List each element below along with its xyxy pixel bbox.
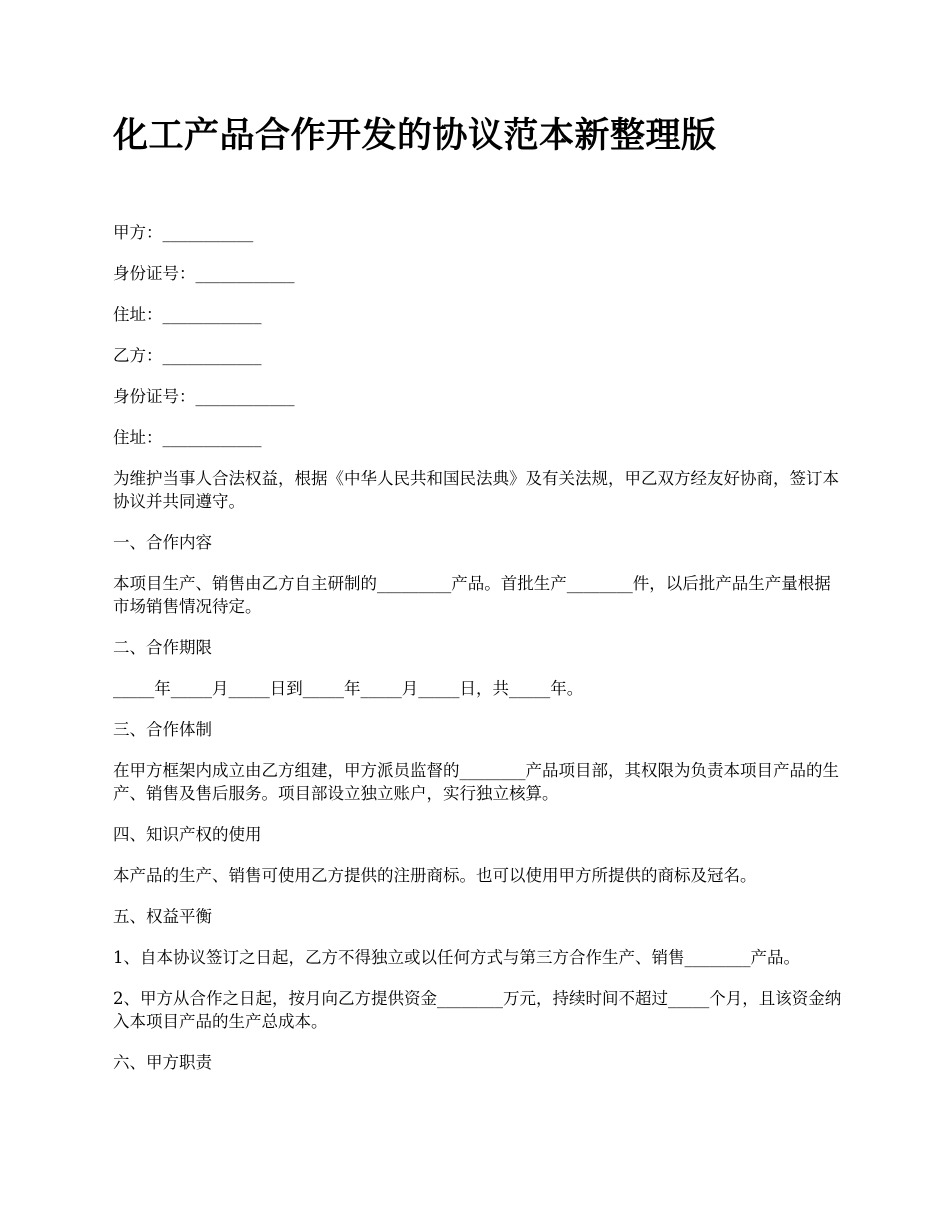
section-heading-cooperation-period: 二、合作期限 <box>113 638 212 657</box>
section-heading-party-a-duties: 六、甲方职责 <box>113 1053 212 1072</box>
cooperation-system-paragraph: 在甲方框架内成立由乙方组建，甲方派员监督的________产品项目部，其权限为负责本项目产品的生产、销售及售后服务。项目部设立独立账户，实行独立核算。 <box>113 761 839 803</box>
cooperation-period-paragraph: _____年_____月_____日到_____年_____月_____日，共_____年。 <box>113 679 584 698</box>
section-heading-ip-usage: 四、知识产权的使用 <box>113 825 262 844</box>
section-heading-cooperation-system: 三、合作体制 <box>113 720 212 739</box>
document-title: 化工产品合作开发的协议范本新整理版 <box>113 115 717 156</box>
party-b-id-field: 身份证号：____________ <box>113 387 295 406</box>
party-b-field: 乙方：____________ <box>113 346 262 365</box>
party-a-id-field: 身份证号：____________ <box>113 264 295 283</box>
cooperation-content-paragraph: 本项目生产、销售由乙方自主研制的_________产品。首批生产________件，以后批产品生产量根据市场销售情况待定。 <box>113 574 831 616</box>
section-heading-cooperation-content: 一、合作内容 <box>113 533 212 552</box>
preamble-paragraph: 为维护当事人合法权益，根据《中华人民共和国民法典》及有关法规，甲乙双方经友好协商，签订本协议并共同遵守。 <box>113 469 839 511</box>
party-a-field: 甲方：___________ <box>113 223 254 242</box>
rights-balance-item-2: 2、甲方从合作之日起，按月向乙方提供资金________万元，持续时间不超过_____个月，且该资金纳入本项目产品的生产总成本。 <box>113 989 842 1031</box>
ip-usage-paragraph: 本产品的生产、销售可使用乙方提供的注册商标。也可以使用甲方所提供的商标及冠名。 <box>113 866 757 885</box>
section-heading-rights-balance: 五、权益平衡 <box>113 907 212 926</box>
document-body <box>113 221 843 1092</box>
rights-balance-item-1: 1、自本协议签订之日起，乙方不得独立或以任何方式与第三方合作生产、销售________产品。 <box>113 948 800 967</box>
party-a-address-field: 住址：____________ <box>113 305 262 324</box>
party-b-address-field: 住址：____________ <box>113 428 262 447</box>
